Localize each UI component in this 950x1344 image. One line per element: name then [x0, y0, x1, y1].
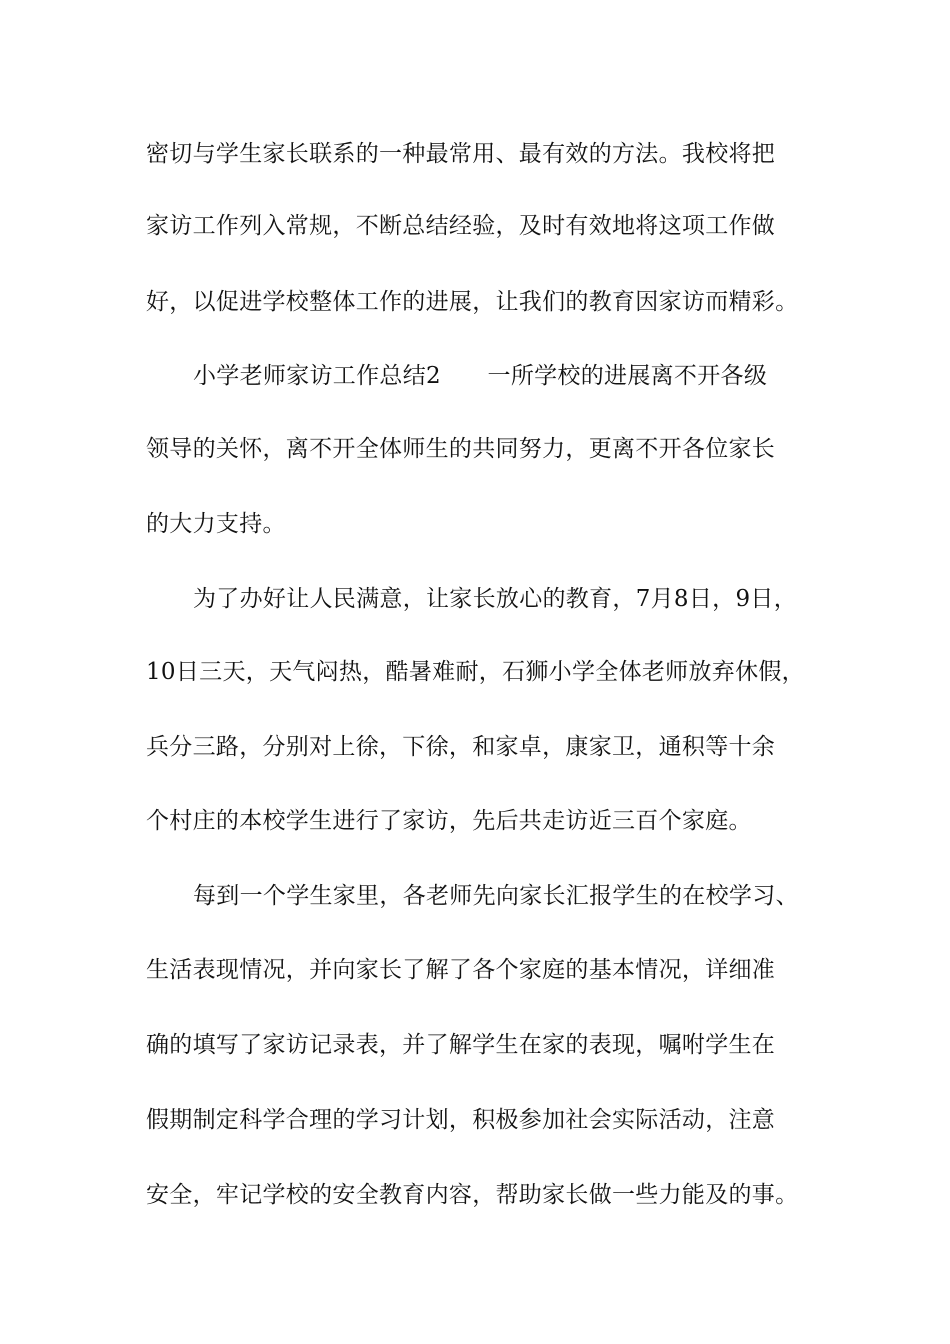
text-line: 假期制定科学合理的学习计划，积极参加社会实际活动，注意: [146, 1107, 776, 1133]
text-line: 兵分三路，分别对上徐，下徐，和家卓，康家卫，通积等十余: [146, 734, 776, 760]
text-line: 密切与学生家长联系的一种最常用、最有效的方法。我校将把: [146, 141, 776, 167]
text-line: 生活表现情况，并向家长了解了各个家庭的基本情况，详细准: [146, 957, 776, 983]
section-heading-line: 小学老师家访工作总结2 一所学校的进展离不开各级: [193, 363, 768, 389]
text-line: 为了办好让人民满意，让家长放心的教育，7月8日，9日，: [193, 586, 797, 612]
text-line: 家访工作列入常规，不断总结经验，及时有效地将这项工作做: [146, 213, 776, 239]
text-line: 的大力支持。: [146, 511, 286, 537]
text-line: 好，以促进学校整体工作的进展，让我们的教育因家访而精彩。: [146, 289, 799, 315]
text-line: 安全，牢记学校的安全教育内容，帮助家长做一些力能及的事。: [146, 1182, 799, 1208]
text-line: 10日三天，天气闷热，酷暑难耐，石狮小学全体老师放弃休假，: [146, 659, 805, 685]
text-line: 每到一个学生家里，各老师先向家长汇报学生的在校学习、: [193, 883, 799, 909]
text-line: 领导的关怀，离不开全体师生的共同努力，更离不开各位家长: [146, 436, 776, 462]
text-line: 个村庄的本校学生进行了家访，先后共走访近三百个家庭。: [146, 808, 752, 834]
text-line: 确的填写了家访记录表，并了解学生在家的表现，嘱咐学生在: [146, 1032, 776, 1058]
